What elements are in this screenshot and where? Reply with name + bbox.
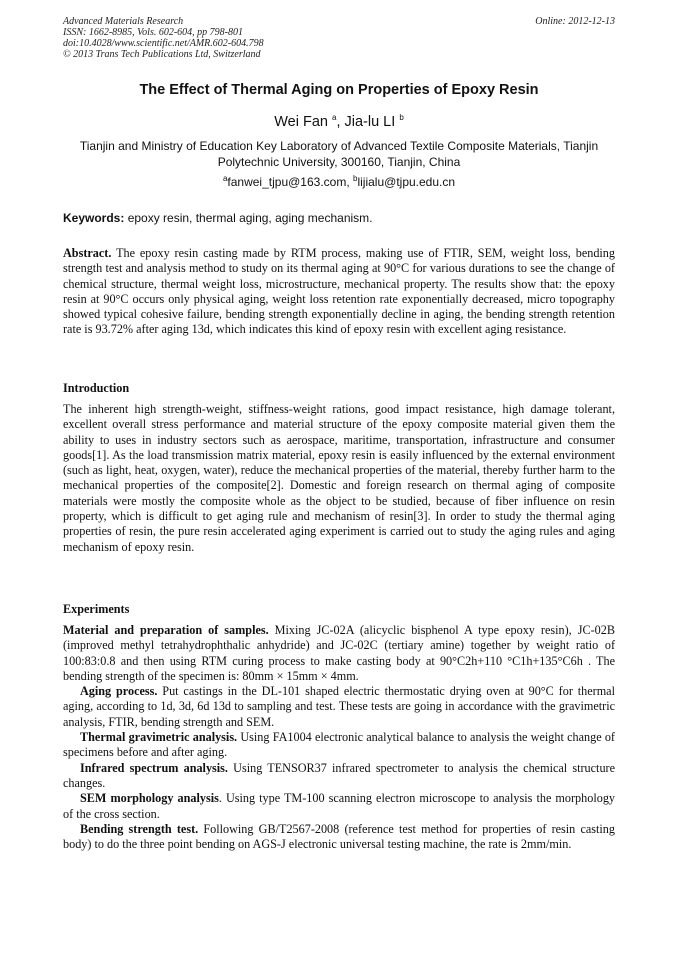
exp-label-ir: Infrared spectrum analysis. <box>80 760 228 775</box>
abstract-text: The epoxy resin casting made by RTM process, making use of FTIR, SEM, weight loss, bending strength test and analysis method to study on its thermal aging at 90°C for various durations to see the change of chemical structure, thermal weight loss, microstructure, mechanical property. The results show that: the epoxy resin at 90°C occurs only physical aging, weight loss retention rate exponentially decreased, micro topography showed typical cohesive failure, bending strength exponentially decline in aging, the bending strength retention rate is 93.72% after aging 13d, which indicates this kind of epoxy resin with excellent aging resistance. <box>63 246 615 337</box>
exp-paragraph-materials <box>63 623 615 684</box>
exp-text-tga: Using FA1004 electronic analytical balance to analysis the weight change of specimens before and after aging. <box>63 730 615 760</box>
exp-text-ir: Using TENSOR37 infrared spectrometer to analysis the chemical structure changes. <box>63 760 616 790</box>
abstract-label: Abstract. <box>63 246 112 260</box>
experiments-body <box>63 623 615 852</box>
keywords-text: epoxy resin, thermal aging, aging mechanism. <box>124 211 373 225</box>
exp-text-materials: Mixing JC-02A (alicyclic bisphenol A type epoxy resin), JC-02B (improved methyl tetrahydrophthalic anhydride) and JC-02C (tertiary amine) together by weight ratio of 100:83:0.8 and then using RTM curing process to make casting body at 90°C2h+110 °C1h+135°C6h . The bending strength of the specimen is: 80mm × 15mm × 4mm. <box>63 623 615 683</box>
exp-paragraph-sem <box>63 791 615 822</box>
email-1: fanwei_tjpu@163.com, <box>227 175 350 189</box>
journal-header <box>63 16 264 60</box>
email-1-sup: a <box>222 174 228 183</box>
author-1-sup: a <box>331 113 337 123</box>
exp-paragraph-bending <box>63 822 615 853</box>
email-2: lijialu@tjpu.edu.cn <box>357 175 456 189</box>
exp-label-materials: Material and preparation of samples. <box>63 623 269 637</box>
journal-name: Advanced Materials Research <box>63 16 184 27</box>
author-line <box>40 114 638 130</box>
paper-title: The Effect of Thermal Aging on Properties of Epoxy Resin <box>139 82 539 98</box>
exp-text-sem: . Using type TM-100 scanning electron microscope to analysis the morphology of the cross section. <box>63 791 616 821</box>
exp-label-aging: Aging process. <box>80 684 158 699</box>
author-separator: , <box>336 114 345 130</box>
author-2: Jia-lu LI <box>344 114 396 130</box>
keywords <box>63 211 615 225</box>
exp-text-bending: Following GB/T2567-2008 (reference test method for properties of resin casting body) to do the three point bending on AGS-J electronic universal testing machine, the rate is 2mm/min. <box>63 821 615 852</box>
introduction-text: The inherent high strength-weight, stiffness-weight rations, good impact resistance, high damage tolerant, excellent overall stress performance and material structure of the epoxy composite material given them the ability to uses in industry sectors such as aerospace, maritime, transportation, infrastructure and consumer goods[1]. As the load transmission matrix material, epoxy resin is easily influenced by the external environment (such as light, heat, oxygen, water), reduce the mechanical properties of the material, thereby further harm to the mechanical properties of the composite[2]. Domestic and foreign research on thermal aging of composite materials were mostly the composite whole as the object to be studied, because of fiber influence on resin property, which is difficult to get aging rule and mechanism of resin[3]. In order to study the thermal aging properties of resin, the pure resin accelerated aging experiment is carried out to study the aging rules and aging mechanism of epoxy resin. <box>63 402 615 554</box>
abstract <box>63 246 615 338</box>
exp-paragraph-aging <box>63 684 615 730</box>
online-date: Online: 2012-12-13 <box>535 16 615 27</box>
exp-label-sem: SEM morphology analysis <box>80 791 219 806</box>
exp-text-aging: Put castings in the DL-101 shaped electric thermostatic drying oven at 90°C for thermal aging, according to 1d, 3d, 6d 13d to sampling and test. These tests are going in accordance with the gravimetric analysis, FTIR, bending strength and SEM. <box>63 684 615 729</box>
experiments-heading: Experiments <box>63 602 130 616</box>
email-line <box>40 175 638 189</box>
introduction-heading: Introduction <box>63 381 130 395</box>
keywords-label: Keywords: <box>63 211 125 225</box>
exp-paragraph-tga <box>63 730 615 761</box>
issn-line: ISSN: 1662-8985, Vols. 602-604, pp 798-801 <box>63 27 243 38</box>
exp-label-tga: Thermal gravimetric analysis. <box>80 730 238 745</box>
exp-paragraph-ir <box>63 761 615 792</box>
doi-line: doi:10.4028/www.scientific.net/AMR.602-604.798 <box>63 38 264 49</box>
copyright-line: © 2013 Trans Tech Publications Ltd, Switzerland <box>63 49 261 60</box>
exp-label-bending: Bending strength test. <box>80 821 199 836</box>
author-2-sup: b <box>399 113 404 123</box>
affiliation: Tianjin and Ministry of Education Key Laboratory of Advanced Textile Composite Materials, Tianjin Polytechnic University, 300160, Tianjin, China <box>79 139 599 169</box>
author-1: Wei Fan <box>274 114 328 130</box>
email-2-sup: b <box>353 174 358 183</box>
